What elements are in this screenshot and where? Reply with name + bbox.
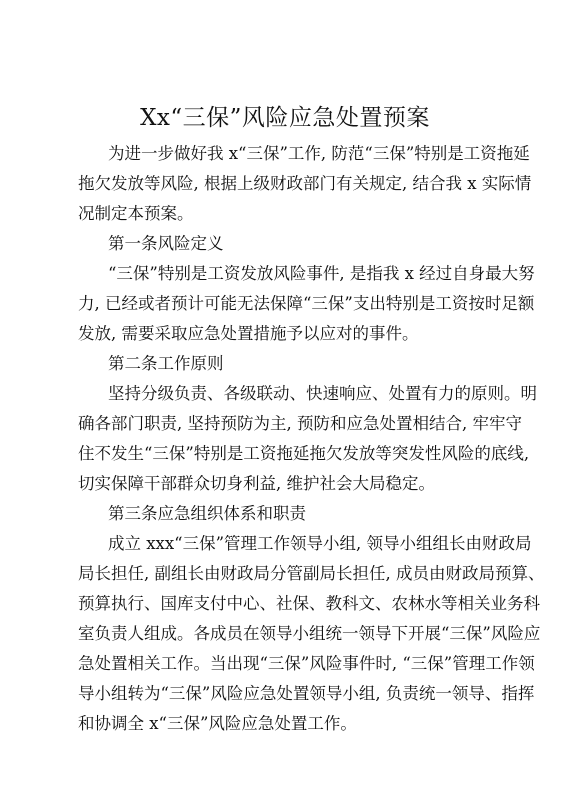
paragraph-line: 预算执行、国库支付中心、社保、教科文、农林水等相关业务科 — [78, 594, 540, 613]
paragraph-line: 为进一步做好我 x“三保”工作, 防范“三保”特别是工资拖延 — [108, 144, 530, 163]
paragraph-line: 发放, 需要采取应急处置措施予以应对的事件。 — [78, 324, 419, 343]
paragraph-line: 成立 xxx“三保”管理工作领导小组, 领导小组组长由财政局 — [108, 534, 532, 553]
paragraph-line: “三保”特别是工资发放风险事件, 是指我 x 经过自身最大努 — [108, 264, 535, 283]
paragraph-line: 局长担任, 副组长由财政局分管副局长担任, 成员由财政局预算、 — [78, 564, 545, 583]
paragraph-line: 和协调全 x“三保”风险应急处置工作。 — [78, 714, 357, 733]
paragraph-line: 确各部门职责, 坚持预防为主, 预防和应急处置相结合, 牢牢守 — [78, 414, 522, 433]
article-heading: 第二条工作原则 — [108, 354, 224, 373]
paragraph-line: 急处置相关工作。当出现“三保”风险事件时, “三保”管理工作领 — [78, 654, 535, 673]
document-title: Xx“三保”风险应急处置预案 — [140, 105, 430, 131]
paragraph-line: 导小组转为“三保”风险应急处置领导小组, 负责统一领导、指挥 — [78, 684, 535, 703]
article-heading: 第一条风险定义 — [108, 234, 224, 253]
paragraph-line: 住不发生“三保”特别是工资拖延拖欠发放等突发性风险的底线, — [78, 444, 530, 463]
paragraph-line: 室负责人组成。各成员在领导小组统一领导下开展“三保”风险应 — [78, 624, 541, 643]
paragraph-line: 切实保障干部群众切身利益, 维护社会大局稳定。 — [78, 474, 435, 493]
paragraph-line: 拖欠发放等风险, 根据上级财政部门有关规定, 结合我 x 实际情 — [78, 174, 532, 193]
article-heading: 第三条应急组织体系和职责 — [108, 504, 306, 523]
paragraph-line: 力, 已经或者预计可能无法保障“三保”支出特别是工资按时足额 — [78, 294, 535, 313]
paragraph-line: 况制定本预案。 — [78, 204, 194, 223]
document-body — [78, 139, 545, 739]
paragraph-line: 坚持分级负责、各级联动、快速响应、处置有力的原则。明 — [108, 384, 537, 403]
